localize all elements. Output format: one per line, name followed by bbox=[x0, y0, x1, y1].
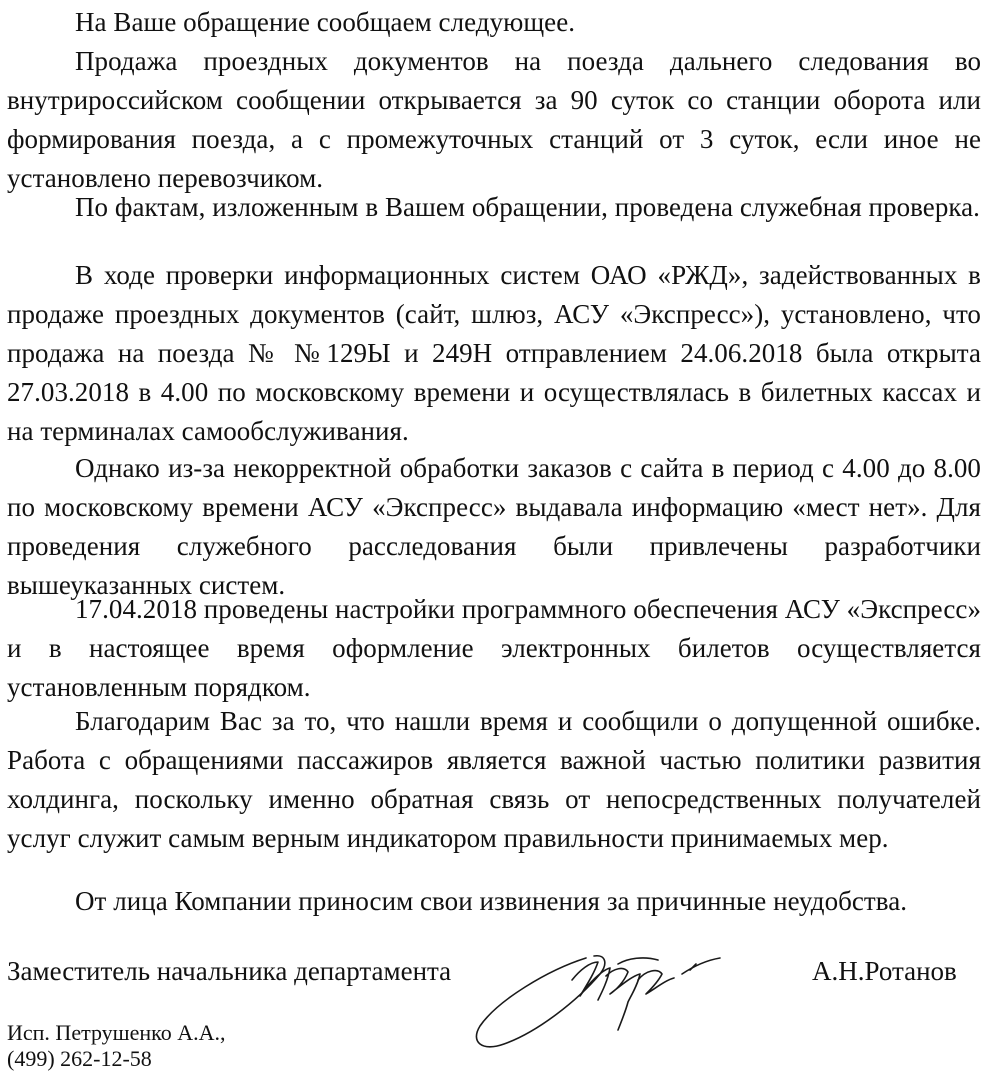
executor-name: Исп. Петрушенко А.А., bbox=[7, 1020, 226, 1045]
handwritten-signature-icon bbox=[468, 940, 758, 1060]
executor-contact bbox=[7, 1020, 226, 1072]
signer-position-title: Заместитель начальника департамента bbox=[7, 956, 452, 986]
letter-paragraph-error-cause: Однако из-за некорректной обработки заказов с сайта в период с 4.00 до 8.00 по московскому времени АСУ «Экспресс» выдавала информацию «мест нет». Для проведения служебного расследования были привлечены разработчики вышеуказанных систем. bbox=[7, 453, 981, 600]
letter-paragraph-fix: 17.04.2018 проведены настройки программного обеспечения АСУ «Экспресс» и в настоящее время оформление электронных билетов осуществляется установленным порядком. bbox=[7, 594, 981, 702]
letter-paragraph-intro: На Ваше обращение сообщаем следующее. bbox=[75, 7, 576, 37]
letter-paragraph-gratitude: Благодарим Вас за то, что нашли время и сообщили о допущенной ошибке. Работа с обращениями пассажиров является важной частью политики развития холдинга, поскольку именно обратная связь от непосредственных получателей услуг служит самым верным индикатором правильности принимаемых мер. bbox=[7, 706, 981, 853]
signer-name: А.Н.Ротанов bbox=[812, 956, 957, 986]
letter-paragraph-inspection: По фактам, изложенным в Вашем обращении, проведена служебная проверка. bbox=[75, 192, 980, 222]
letter-paragraph-sales-rules: Продажа проездных документов на поезда дальнего следования во внутрироссийском сообщении открывается за 90 суток со станции оборота или формирования поезда, а с промежуточных станций от 3 суток, если иное не установлено перевозчиком. bbox=[7, 46, 981, 193]
letter-paragraph-apology: От лица Компании приносим свои извинения за причинные неудобства. bbox=[75, 886, 908, 916]
letter-paragraph-findings: В ходе проверки информационных систем ОАО «РЖД», задействованных в продаже проездных документов (сайт, шлюз, АСУ «Экспресс»), установлено, что продажа на поезда № №129Ы и 249Н отправлением 24.06.2018 была открыта 27.03.2018 в 4.00 по московскому времени и осуществлялась в билетных кассах и на терминалах самообслуживания. bbox=[7, 260, 981, 446]
executor-phone: (499) 262-12-58 bbox=[7, 1046, 152, 1071]
